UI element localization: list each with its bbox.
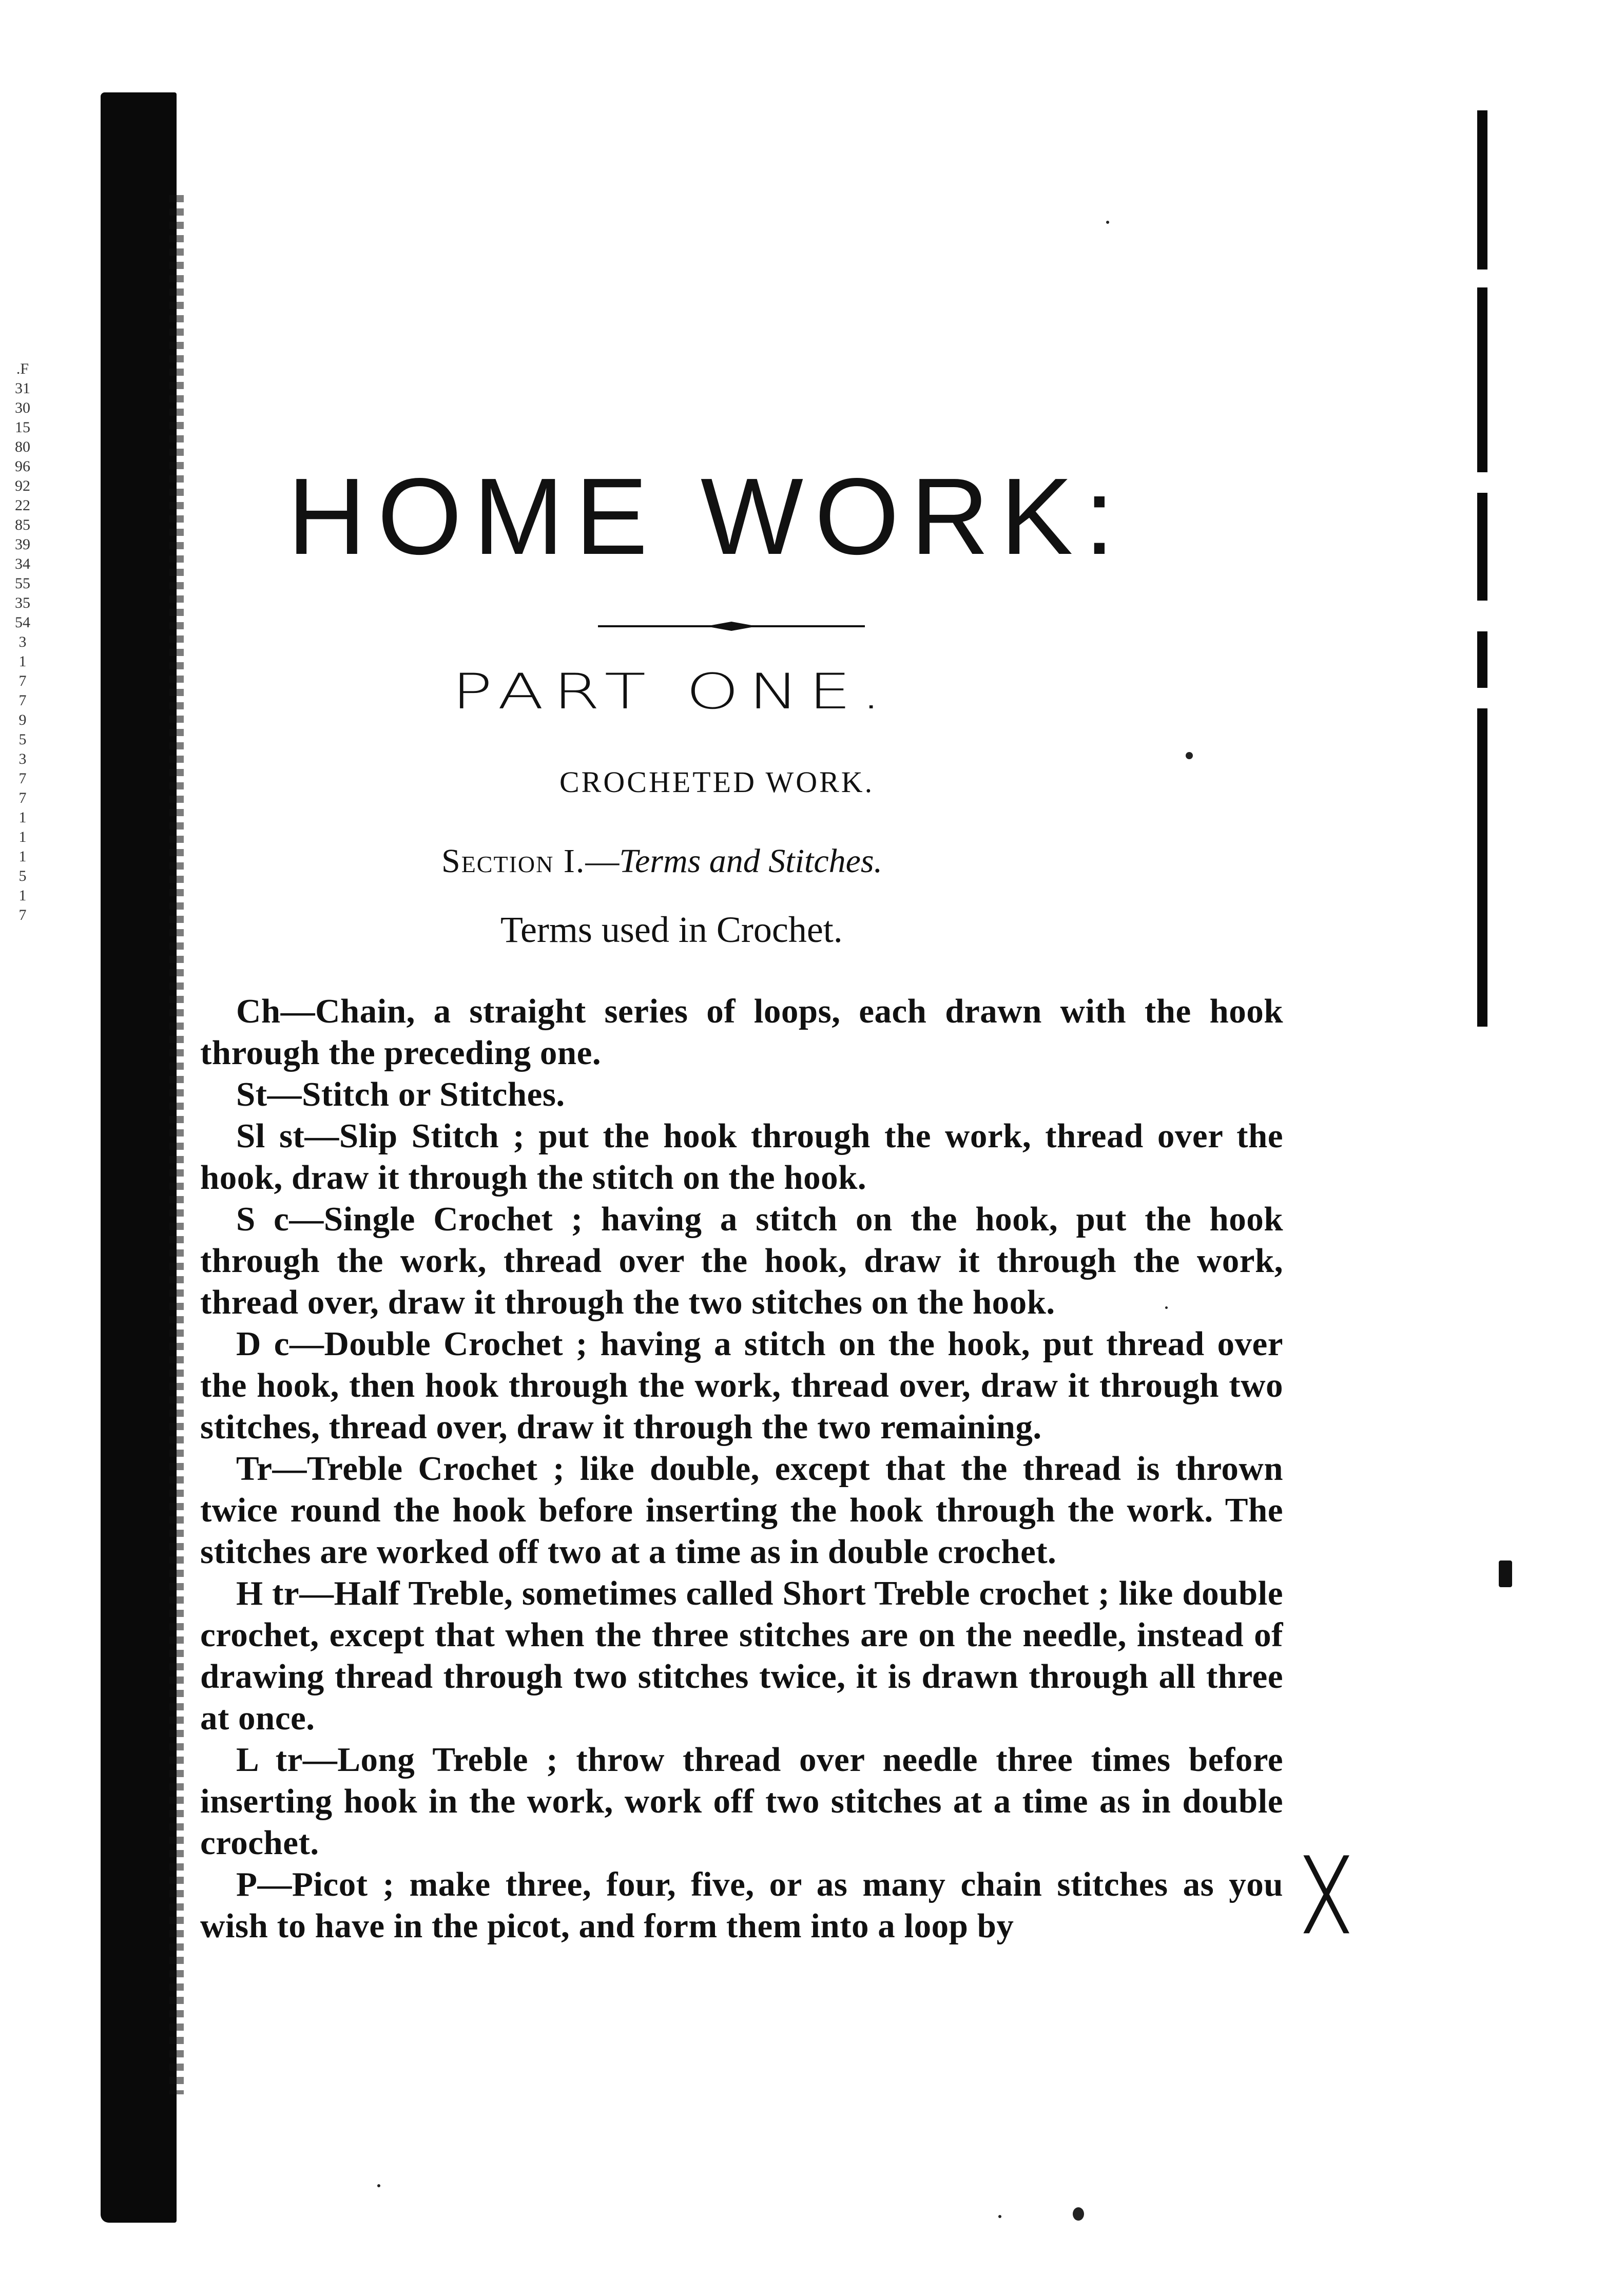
subtitle: CROCHETED WORK. xyxy=(559,765,875,799)
margin-digit: 7 xyxy=(18,770,27,787)
term-abbr: P xyxy=(236,1865,258,1903)
term-abbr: St xyxy=(236,1075,267,1113)
ink-blot xyxy=(1499,1560,1512,1587)
margin-digit: 1 xyxy=(18,887,27,904)
term-entry xyxy=(200,1448,1283,1573)
margin-digit: 31 xyxy=(15,380,30,397)
binding-shadow-right xyxy=(1477,493,1487,601)
margin-digit: .F xyxy=(16,360,29,377)
margin-digit: 9 xyxy=(18,711,27,728)
term-entry xyxy=(200,1864,1283,1947)
term-abbr: H tr xyxy=(236,1574,300,1612)
term-entry xyxy=(200,1074,1283,1115)
margin-cross-mark: ╳ xyxy=(1306,1855,1347,1933)
term-definition: —Double Crochet ; having a stitch on the hook, put thread over the hook, then hook through the work, thread over, draw it through two stitches, thread over, draw it through the two remaining. xyxy=(200,1325,1283,1446)
term-definition: —Single Crochet ; having a stitch on the hook, put the hook through the work, thread over the hook, draw it through the work, thread over, draw it through the two stitches on the hook. xyxy=(200,1200,1283,1321)
margin-digit: 55 xyxy=(15,575,30,592)
term-abbr: Tr xyxy=(236,1450,273,1488)
margin-digit: 5 xyxy=(18,868,27,884)
section-label: Section I. xyxy=(441,842,586,880)
margin-digit: 80 xyxy=(15,438,30,455)
term-entry xyxy=(200,1739,1283,1864)
binding-edge-texture xyxy=(169,195,184,2094)
binding-shadow-right xyxy=(1477,287,1487,472)
term-entry xyxy=(200,1115,1283,1199)
section-heading xyxy=(441,842,882,881)
terms-list xyxy=(200,991,1283,1947)
margin-digit: 35 xyxy=(15,594,30,611)
term-abbr: Ch xyxy=(236,992,281,1030)
margin-digit: 7 xyxy=(18,672,27,689)
margin-digit: 1 xyxy=(18,848,27,865)
part-title: PART ONE. xyxy=(452,663,892,720)
term-definition: —Treble Crochet ; like double, except that the thread is thrown twice round the hook before inserting the hook through the work. The stitches are worked off two at a time as in double crochet. xyxy=(200,1450,1283,1571)
binding-shadow-left xyxy=(101,92,177,2223)
term-definition: —Picot ; make three, four, five, or as many chain stitches as you wish to have in the picot, and form them into a loop by xyxy=(200,1865,1283,1945)
margin-digit: 85 xyxy=(15,516,30,533)
section-dash: — xyxy=(585,842,620,880)
margin-digit: 5 xyxy=(18,731,27,748)
term-entry xyxy=(200,1323,1283,1448)
terms-heading: Terms used in Crochet. xyxy=(500,909,843,950)
margin-digit: 92 xyxy=(15,477,30,494)
term-entry xyxy=(200,991,1283,1074)
page-title: HOME WORK: xyxy=(287,455,1126,577)
margin-digit: 3 xyxy=(18,633,27,650)
binding-shadow-right xyxy=(1477,708,1487,1027)
margin-digit: 7 xyxy=(18,692,27,709)
term-definition: —Chain, a straight series of loops, each drawn with the hook through the preceding one. xyxy=(200,992,1283,1072)
margin-digit: 15 xyxy=(15,419,30,436)
margin-digit: 7 xyxy=(18,907,27,923)
term-abbr: L tr xyxy=(236,1741,303,1779)
margin-digit: 96 xyxy=(15,458,30,475)
margin-digit: 1 xyxy=(18,809,27,826)
term-definition: —Long Treble ; throw thread over needle three times before inserting hook in the work, work off two stitches at a time as in double crochet. xyxy=(200,1741,1284,1862)
term-definition: —Half Treble, sometimes called Short Treble crochet ; like double crochet, except that when the three stitches are on the needle, instead of drawing thread through two stitches twice, it is drawn through all three at once. xyxy=(200,1574,1283,1737)
ornament-rule xyxy=(598,621,865,631)
term-abbr: Sl st xyxy=(236,1117,305,1155)
term-entry xyxy=(200,1199,1283,1323)
margin-digit: 1 xyxy=(18,828,27,845)
margin-digit: 54 xyxy=(15,614,30,631)
term-entry xyxy=(200,1573,1283,1739)
binding-shadow-right xyxy=(1477,631,1487,688)
margin-digit: 22 xyxy=(15,497,30,514)
margin-digit: 39 xyxy=(15,536,30,553)
term-abbr: D c xyxy=(236,1325,289,1363)
term-abbr: S c xyxy=(236,1200,289,1238)
term-definition: —Stitch or Stitches. xyxy=(267,1075,565,1113)
term-definition: —Slip Stitch ; put the hook through the work, thread over the hook, draw it through the stitch on the hook. xyxy=(200,1117,1283,1197)
margin-digit: 34 xyxy=(15,555,30,572)
margin-digit: 1 xyxy=(18,653,27,670)
margin-digit: 7 xyxy=(18,789,27,806)
section-topic: Terms and Stitches. xyxy=(619,842,883,880)
margin-digit: 30 xyxy=(15,399,30,416)
margin-digit: 3 xyxy=(18,750,27,767)
margin-digit-column xyxy=(7,359,38,925)
binding-shadow-right xyxy=(1477,110,1487,269)
